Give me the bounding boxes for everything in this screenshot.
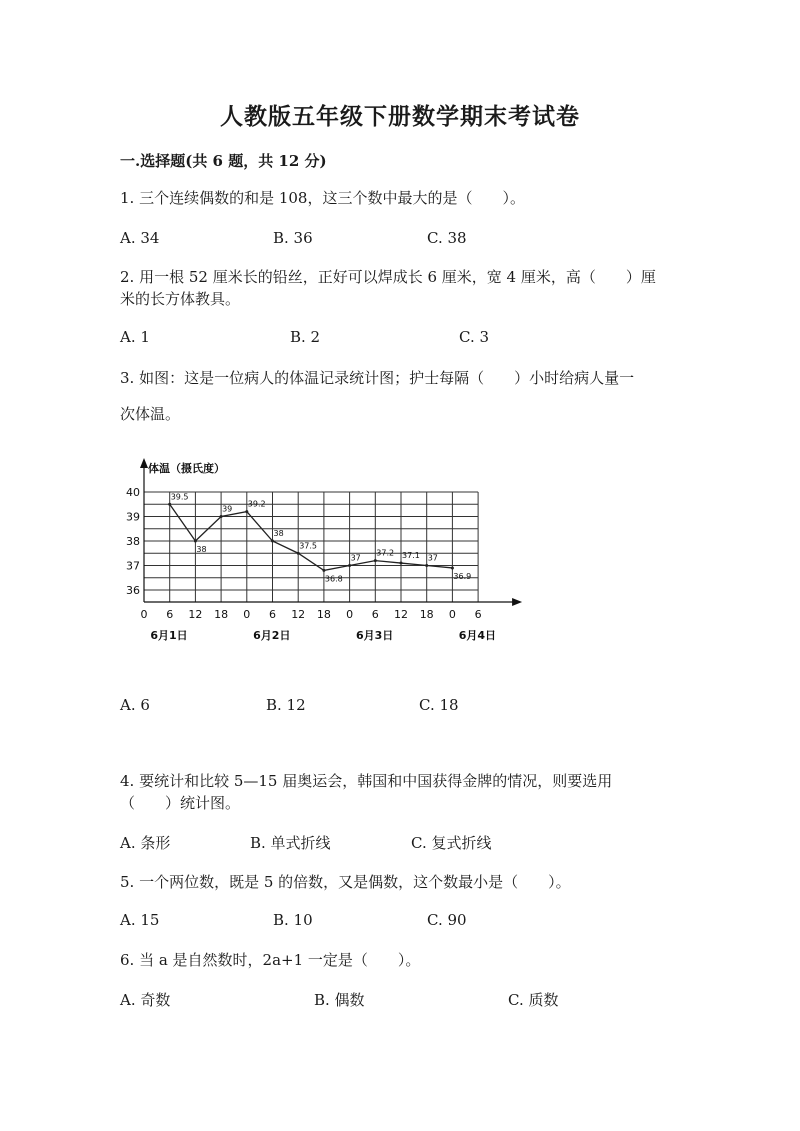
day-label: 6月2日 [253, 629, 291, 642]
question-3-option-c: C. 18 [419, 696, 459, 714]
x-tick-label: 6 [166, 608, 174, 621]
question-3-option-b: B. 12 [266, 696, 306, 714]
data-value-label: 36.8 [324, 574, 343, 584]
question-3-stem-line2: 次体温。 [120, 405, 181, 423]
question-6-stem: 6. 当 a 是自然数时，2a+1 一定是（ ）。 [120, 951, 421, 969]
y-tick-label: 40 [126, 486, 140, 499]
day-label: 6月3日 [355, 629, 394, 642]
question-6-option-c: C. 质数 [508, 991, 559, 1009]
data-point [245, 510, 248, 513]
data-value-label: 38 [273, 529, 284, 538]
x-tick-label: 6 [371, 608, 379, 621]
data-point [194, 540, 197, 543]
data-point [451, 566, 454, 569]
y-axis-arrow [140, 458, 148, 468]
question-2-option-c: C. 3 [459, 328, 490, 346]
question-6-option-a: A. 奇数 [120, 991, 171, 1009]
x-tick-label: 0 [243, 608, 251, 621]
x-tick-label: 12 [394, 608, 408, 621]
data-value-label: 37.5 [299, 541, 318, 551]
x-tick-label: 0 [448, 608, 456, 621]
question-1-option-a: A. 34 [120, 229, 160, 247]
data-value-label: 38 [196, 545, 207, 554]
x-axis-arrow [512, 598, 522, 606]
question-4-option-b: B. 单式折线 [250, 834, 331, 852]
question-4-option-a: A. 条形 [120, 834, 171, 852]
question-2-stem-line2: 米的长方体教具。 [120, 290, 241, 308]
data-value-label: 39.5 [170, 492, 189, 502]
data-value-label: 37 [427, 553, 438, 563]
data-point [168, 503, 171, 506]
y-tick-label: 37 [126, 559, 140, 573]
question-4-option-c: C. 复式折线 [411, 834, 492, 852]
x-tick-label: 0 [346, 608, 354, 621]
question-5-stem: 5. 一个两位数，既是 5 的倍数，又是偶数，这个数最小是（ ）。 [120, 873, 571, 891]
question-2-option-a: A. 1 [120, 328, 150, 346]
data-point [220, 515, 223, 518]
page-title: 人教版五年级下册数学期末考试卷 [220, 103, 580, 130]
data-value-label: 37.2 [376, 548, 395, 558]
data-point [400, 562, 403, 565]
x-tick-label: 6 [269, 608, 276, 621]
x-tick-label: 18 [419, 608, 434, 621]
temperature-line-chart [120, 450, 540, 650]
x-tick-label: 18 [316, 608, 331, 621]
question-5-option-a: A. 15 [120, 911, 160, 929]
data-point [297, 552, 300, 555]
question-1-stem: 1. 三个连续偶数的和是 108，这三个数中最大的是（ ）。 [120, 189, 525, 207]
x-tick-label: 12 [188, 608, 203, 621]
section-heading: 一.选择题(共 6 题，共 12 分) [120, 152, 327, 170]
y-tick-label: 36 [126, 584, 140, 597]
question-3-stem-line1: 3. 如图：这是一位病人的体温记录统计图；护士每隔（ ）小时给病人量一 [120, 369, 635, 387]
data-value-label: 36.9 [453, 571, 472, 581]
question-2-option-b: B. 2 [290, 328, 321, 346]
question-2-stem-line1: 2. 用一根 52 厘米长的铅丝，正好可以焊成长 6 厘米，宽 4 厘米，高（ ）厘 [120, 268, 656, 286]
data-point [271, 540, 274, 543]
data-value-label: 39 [222, 504, 233, 514]
question-4-stem-line1: 4. 要统计和比较 5—15 届奥运会，韩国和中国获得金牌的情况，则要选用 [120, 772, 613, 790]
data-point [425, 564, 428, 567]
data-value-label: 39.2 [247, 499, 266, 509]
question-1-option-c: C. 38 [427, 229, 467, 247]
y-tick-label: 39 [126, 510, 140, 524]
question-6-option-b: B. 偶数 [314, 991, 365, 1009]
data-point [374, 559, 377, 562]
y-tick-label: 38 [126, 535, 140, 548]
question-1-option-b: B. 36 [273, 229, 313, 247]
question-5-option-c: C. 90 [427, 911, 467, 929]
x-tick-label: 18 [214, 608, 229, 621]
question-5-option-b: B. 10 [273, 911, 313, 929]
x-tick-label: 0 [140, 608, 148, 621]
data-point [348, 564, 351, 567]
data-value-label: 37 [350, 553, 361, 563]
x-tick-label: 12 [291, 608, 306, 621]
question-4-stem-line2: （ ）统计图。 [120, 794, 241, 812]
day-label: 6月1日 [150, 629, 188, 642]
question-3-option-a: A. 6 [120, 696, 150, 714]
y-axis-title: 体温（摄氏度） [148, 462, 225, 475]
data-point [322, 569, 325, 572]
data-value-label: 37.1 [402, 551, 420, 561]
day-label: 6月4日 [458, 629, 497, 642]
temperature-series-line [170, 504, 453, 570]
x-tick-label: 6 [474, 608, 482, 621]
